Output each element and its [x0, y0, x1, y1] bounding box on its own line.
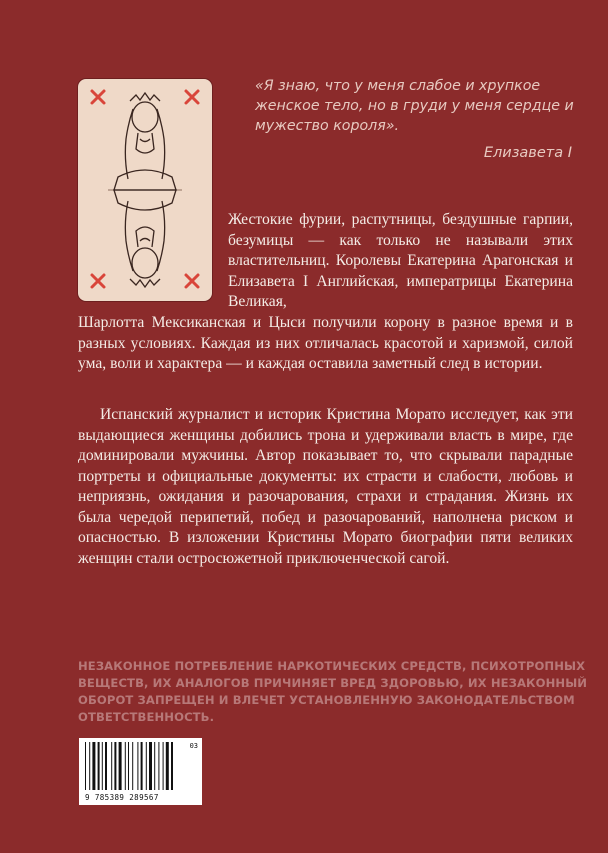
legal-warning: НЕЗАКОННОЕ ПОТРЕБЛЕНИЕ НАРКОТИЧЕСКИХ СРЕДСТВ, ПСИХОТРОПНЫХ ВЕЩЕСТВ, ИХ АНАЛОГОВ ПРИЧИНЯЕТ ВРЕД ЗДОРОВЬЮ, ИХ НЕЗАКОННЫЙ ОБОРОТ ЗАПРЕЩЕН И ВЛЕЧЕТ УСТАНОВЛЕННУЮ ЗАКОНОДАТЕЛЬСТВОМ ОТВЕТСТВЕННОСТЬ.	[78, 659, 588, 724]
barcode-digits: 9 785389 289567	[85, 793, 159, 802]
description-paragraph-1-top: Жестокие фурии, распутницы, бездушные гарпии, безумицы — как только не называли этих властительниц. Королевы Екатерина Арагонская и Елизавета I Английская, императрицы Екатерина Великая,	[228, 211, 573, 310]
cross-mark-icon	[186, 275, 198, 287]
playing-card-queen-illustration	[78, 79, 212, 301]
cross-mark-icon	[92, 91, 104, 103]
description-paragraph-2: Испанский журналист и историк Кристина Морато исследует, как эти выдающиеся женщины добились трона и удерживали власть в мире, где доминировали мужчины. Автор показывает то, что скрывали парадные портреты и официальные документы: их страсти и слабости, любовь и неприязнь, ожидания и разочарования, страхи и страдания. Жизнь их была чередой перипетий, побед и разочарований, наполнена риском и опасностью. В изложении Кристины Морато биографии пяти великих женщин стали остросюжетной приключенческой сагой.	[78, 406, 573, 567]
epigraph-quote: «Я знаю, что у меня слабое и хрупкое женское тело, но в груди у меня сердце и мужество короля».	[255, 78, 574, 134]
isbn-barcode	[79, 738, 202, 805]
barcode-suffix: 03	[189, 742, 198, 750]
epigraph-author: Елизавета I	[483, 145, 572, 161]
description-paragraph-1-bottom: Шарлотта Мексиканская и Цыси получили корону в разное время и в разных условиях. Каждая из них отличалась красотой и харизмой, силой ума, воли и характера — и каждая оставила заметный след в истории.	[78, 314, 573, 372]
cross-mark-icon	[92, 275, 104, 287]
cross-mark-icon	[186, 91, 198, 103]
